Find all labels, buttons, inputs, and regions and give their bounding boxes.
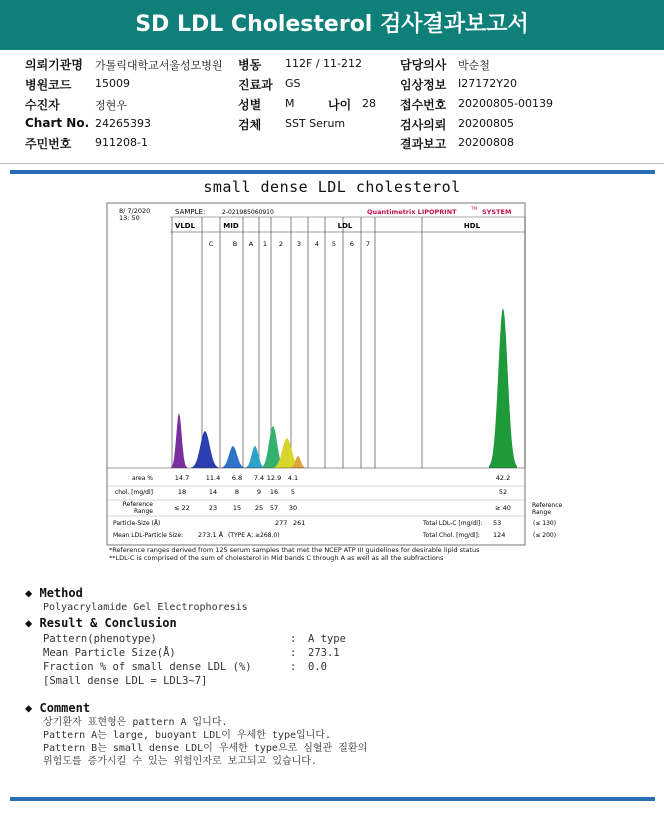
divider — [0, 163, 664, 164]
diamond-bullet-icon: ◆ — [25, 586, 33, 600]
examinee-label: 수진자 — [25, 98, 60, 112]
result-colon: : — [290, 633, 297, 645]
ref-value: 57 — [269, 504, 279, 512]
chart-time: 13: 50 — [119, 214, 140, 222]
lipoprint-chart-svg — [105, 203, 563, 563]
area-value: 14.7 — [174, 474, 190, 482]
sample-value: 2-021985060910 — [222, 209, 274, 216]
result-date-value: 20200808 — [458, 136, 514, 149]
chol-value: 9 — [256, 488, 262, 496]
result-colon: : — [290, 647, 297, 659]
chol-value: 18 — [177, 488, 187, 496]
brand-suffix: SYSTEM — [482, 208, 512, 216]
area-value: 11.4 — [205, 474, 221, 482]
brand-tm: TM — [471, 206, 477, 211]
ref-value: 15 — [232, 504, 242, 512]
clinical-info-value: I27172Y20 — [458, 77, 517, 90]
report-title: SD LDL Cholesterol 검사결과보고서 — [0, 0, 664, 50]
peak-vldl — [171, 413, 187, 468]
peak-hdl — [489, 308, 517, 468]
row-label-chol: chol. [mg/dl] — [114, 489, 153, 496]
examinee-value: 정현우 — [95, 99, 127, 112]
sample-label: SAMPLE: — [175, 208, 206, 216]
result-value-size: 273.1 — [308, 647, 340, 659]
diamond-bullet-icon: ◆ — [25, 616, 33, 630]
institution-label: 의뢰기관명 — [25, 58, 83, 72]
specimen-label: 검체 — [238, 118, 262, 132]
area-value: 12.9 — [266, 474, 282, 482]
lipoprint-chart — [105, 203, 563, 563]
group-label-ldl: LDL — [337, 222, 353, 230]
receipt-label: 접수번호 — [400, 98, 447, 112]
area-value: 6.8 — [231, 474, 243, 482]
request-value: 20200805 — [458, 117, 514, 130]
comment-line: Pattern B는 small dense LDL이 우세한 type으로 심혈관 질환의 — [43, 743, 368, 754]
chol-value-hdl: 52 — [498, 488, 508, 496]
result-value-pattern: A type — [308, 633, 346, 645]
total-chol-ref: (≤ 200) — [533, 532, 557, 539]
dept-label: 진료과 — [238, 78, 273, 92]
mean-size-label: Mean LDL-Particle Size: — [113, 532, 184, 539]
area-value-hdl: 42.2 — [495, 474, 511, 482]
method-heading: Method — [39, 586, 83, 600]
mean-size-type: (TYPE A; ≥268.0) — [228, 532, 280, 539]
band-label: 7 — [365, 240, 371, 248]
band-label: A — [248, 240, 254, 248]
resident-label: 주민번호 — [25, 137, 72, 151]
band-label: C — [208, 240, 214, 248]
frame-bottom-bar — [10, 797, 655, 801]
age-label: 나이 — [328, 98, 352, 112]
result-section — [25, 616, 177, 630]
comment-line: 상기환자 표현형은 pattern A 입니다. — [43, 717, 228, 728]
row-label-ref: Range — [133, 508, 153, 515]
chart-border — [107, 203, 525, 545]
receipt-value: 20200805-00139 — [458, 97, 553, 110]
institution-value: 가톨릭대학교서울성모병원 — [95, 59, 223, 72]
ref-value-hdl: ≥ 40 — [495, 504, 511, 512]
peak-mid-a — [245, 446, 265, 468]
method-text: Polyacrylamide Gel Electrophoresis — [43, 602, 248, 613]
doctor-label: 담당의사 — [400, 58, 447, 72]
comment-line: 위험도를 증가시킬 수 있는 위험인자로 보고되고 있습니다. — [43, 756, 317, 767]
brand-name: Quantimetrix LIPOPRINT — [367, 208, 457, 216]
ref-value: ≤ 22 — [174, 504, 190, 512]
hospital-code-value: 15009 — [95, 77, 130, 90]
band-label: 1 — [262, 240, 268, 248]
area-value: 7.4 — [253, 474, 265, 482]
result-label-definition: [Small dense LDL = LDL3~7] — [43, 675, 208, 687]
ref-value: 23 — [208, 504, 218, 512]
ref-range-label: Reference — [532, 502, 563, 509]
total-chol-label: Total Chol. [mg/dl]: — [423, 532, 480, 539]
chart-title: small dense LDL cholesterol — [203, 178, 461, 196]
chart-date: 8/ 7/2020 — [119, 207, 151, 215]
specimen-value: SST Serum — [285, 117, 346, 130]
clinical-info-label: 임상정보 — [400, 78, 447, 92]
diamond-bullet-icon: ◆ — [25, 701, 33, 715]
area-value: 4.1 — [287, 474, 299, 482]
dept-value: GS — [285, 77, 301, 90]
band-label: 6 — [349, 240, 355, 248]
chart-no-value: 24265393 — [95, 117, 151, 130]
footnote-2: **LDL-C is comprised of the sum of cholesterol in Mid bands C through A as well as all the subfractions — [109, 554, 444, 562]
chol-value: 16 — [269, 488, 279, 496]
ref-value: 25 — [254, 504, 264, 512]
result-rows — [43, 633, 443, 693]
band-label: 5 — [331, 240, 337, 248]
result-date-label: 결과보고 — [400, 137, 447, 151]
chol-value: 8 — [234, 488, 240, 496]
result-value-fraction: 0.0 — [308, 661, 327, 673]
group-label-mid: MID — [223, 222, 239, 230]
chart-no-label: Chart No. — [25, 116, 90, 130]
row-label-area: area % — [132, 475, 153, 482]
band-label: B — [232, 240, 238, 248]
hospital-code-label: 병원코드 — [25, 78, 72, 92]
ref-range-label: Range — [532, 509, 552, 516]
ward-value: 112F / 11-212 — [285, 57, 362, 70]
result-heading: Result & Conclusion — [39, 616, 177, 630]
total-ldl-label: Total LDL-C [mg/dl]: — [423, 520, 483, 527]
footnote-1: *Reference ranges derived from 125 serum samples that met the NCEP ATP III guidelines for desirable lipid status — [109, 546, 480, 554]
comment-section — [25, 701, 90, 715]
request-label: 검사의뢰 — [400, 118, 447, 132]
band-label: 4 — [314, 240, 320, 248]
sex-label: 성별 — [238, 98, 262, 112]
ref-value: 30 — [288, 504, 298, 512]
band-label: 3 — [296, 240, 302, 248]
mean-size-value: 273.1 Å — [198, 531, 224, 539]
ward-label: 병동 — [238, 58, 262, 72]
band-label: 2 — [278, 240, 284, 248]
doctor-value: 박순철 — [458, 59, 490, 72]
group-label-hdl: HDL — [463, 222, 481, 230]
total-ldl-ref: (≤ 130) — [533, 520, 557, 527]
row-label-ref: Reference — [122, 501, 153, 508]
comment-line: Pattern A는 large, buoyant LDL이 우세한 type입니다. — [43, 730, 331, 741]
plot-layer — [107, 217, 563, 539]
total-ldl-value: 53 — [493, 519, 502, 527]
method-section — [25, 586, 83, 600]
age-value: 28 — [362, 97, 376, 110]
particle-value: 277 — [275, 519, 288, 527]
frame-top-bar — [10, 170, 655, 174]
result-label-size: Mean Particle Size(Å) — [43, 647, 176, 659]
peak-mid-b — [221, 446, 245, 468]
comment-heading: Comment — [39, 701, 91, 715]
chol-value: 14 — [208, 488, 218, 496]
comment-lines — [43, 716, 367, 768]
result-label-pattern: Pattern(phenotype) — [43, 633, 157, 645]
peak-mid-c — [191, 431, 219, 468]
resident-value: 911208-1 — [95, 136, 148, 149]
result-label-fraction: Fraction % of small dense LDL (%) — [43, 661, 252, 673]
result-colon: : — [290, 661, 297, 673]
particle-value: 261 — [293, 519, 306, 527]
particle-label: Particle-Size (Å) — [113, 520, 161, 527]
total-chol-value: 124 — [493, 531, 506, 539]
chol-value: 5 — [290, 488, 296, 496]
group-label-vldl: VLDL — [174, 222, 196, 230]
sex-value: M — [285, 97, 295, 110]
